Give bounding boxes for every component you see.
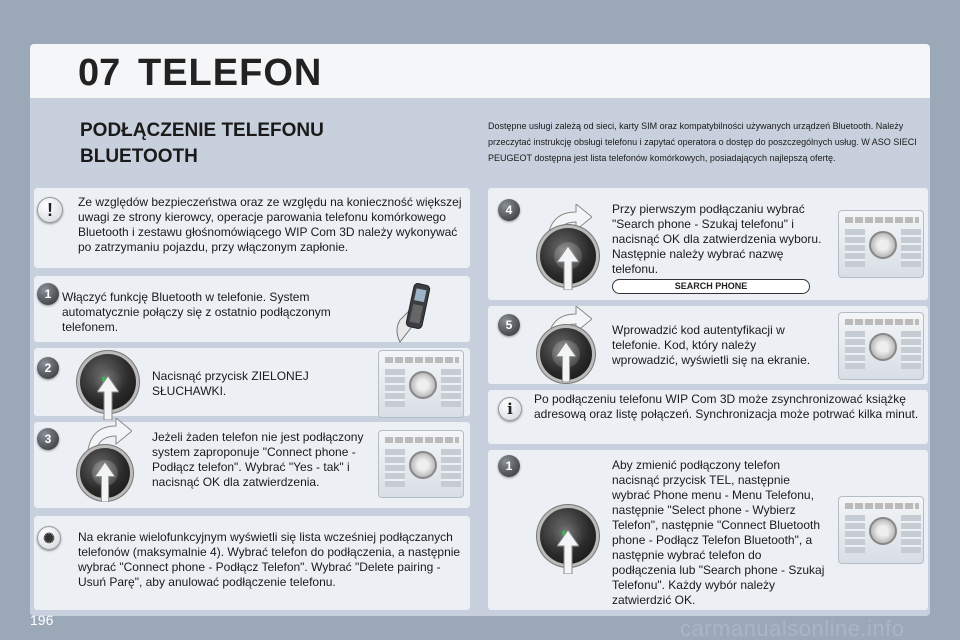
warning-text: Ze względów bezpieczeństwa oraz ze względu na konieczność większej uwagi ze strony kierowcy, operacje parowania telefonu komórkowego Bluetooth i zestawu głośnomówiącego WIP Com 3D należy wykonywać po zatrzymaniu pojazdu, przy włączonym zapłonie. [78,195,462,254]
info-text: Po podłączeniu telefonu WIP Com 3D może zsynchronizować książkę adresową oraz listę połączeń. Synchronizacja może potrwać kilka minut. [534,392,919,421]
change-phone-text: Aby zmienić podłączony telefon nacisnąć przycisk TEL, następnie wybrać Phone menu - Menu Telefonu, następnie "Select phone - Wybierz Telefon", następnie "Connect Bluetooth phone - Podłącz Telefon Bluetooth", a następnie wybrać telefon do podłączenia lub "Search phone - Szukaj Telefonu". Każdy wybór należy zatwierdzić OK. [612,458,825,607]
tip-sun-icon: ✺ [37,526,61,550]
watermark: carmanualsonline.info [680,616,905,640]
radio-unit-image [378,430,464,498]
mobile-phone-icon [392,280,442,350]
radio-unit-image [378,350,464,418]
step-3-text: Jeżeli żaden telefon nie jest podłączony system zaproponuje "Connect phone - Podłącz telefon". Wybrać "Yes - tak" i nacisnąć OK dla zatwierdzenia. [152,430,364,489]
step-4-badge: 4 [498,199,520,221]
chapter-number: 07 [78,52,121,94]
step-1-badge: 1 [37,283,59,305]
step-1-text: Włączyć funkcję Bluetooth w telefonie. System automatycznie połączy się z ostatnio podłączonym telefonem. [62,290,331,334]
press-arrow-icon [97,376,119,420]
press-arrow-icon [94,462,116,502]
tip-text: Na ekranie wielofunkcyjnym wyświetli się lista wcześniej podłączanych telefonów (maksymalnie 4). Wybrać telefon do podłączenia, a następnie wybrać "Connect phone - Podłącz Telefon". Wybrać "Delete pairing - Usuń Parę", aby anulować podłączenie telefonu. [78,530,461,589]
press-arrow-icon [557,530,579,574]
step-5-badge: 5 [498,314,520,336]
step-5-text: Wprowadzić kod autentyfikacji w telefonie. Kod, który należy wprowadzić, wyświetli się na ekranie. [612,323,811,367]
press-arrow-icon [555,342,577,382]
info-icon: i [498,397,522,421]
change-phone-badge: 1 [498,455,520,477]
chapter-title: TELEFON [138,52,323,94]
radio-unit-image [838,496,924,564]
step-2-badge: 2 [37,357,59,379]
step-4-text: Przy pierwszym podłączaniu wybrać "Search phone - Szukaj telefonu" i nacisnąć OK dla zatwierdzenia wyboru. Następnie należy wybrać nazwę telefonu. [612,202,822,276]
step-3-badge: 3 [37,428,59,450]
rotate-arrow-icon [86,418,132,452]
section-title: PODŁĄCZENIE TELEFONU BLUETOOTH [80,120,324,167]
section-intro: Dostępne usługi zależą od sieci, karty SIM oraz kompatybilności używanych urządzeń Bluetooth. Należy przeczytać instrukcję obsługi telefonu i zapytać operatora o dostęp do poszczególnych usług. W ASO SIECI PEUGEOT dostępna jest lista telefonów komórkowych, posiadających najlepszą ofertę. [488,121,917,163]
warning-icon: ! [37,197,63,223]
radio-unit-image [838,210,924,278]
search-phone-button[interactable]: SEARCH PHONE [612,279,810,294]
radio-unit-image [838,312,924,380]
step-2-text: Nacisnąć przycisk ZIELONEJ SŁUCHAWKI. [152,369,309,398]
page-number: 196 [30,612,54,628]
press-arrow-icon [557,246,579,290]
